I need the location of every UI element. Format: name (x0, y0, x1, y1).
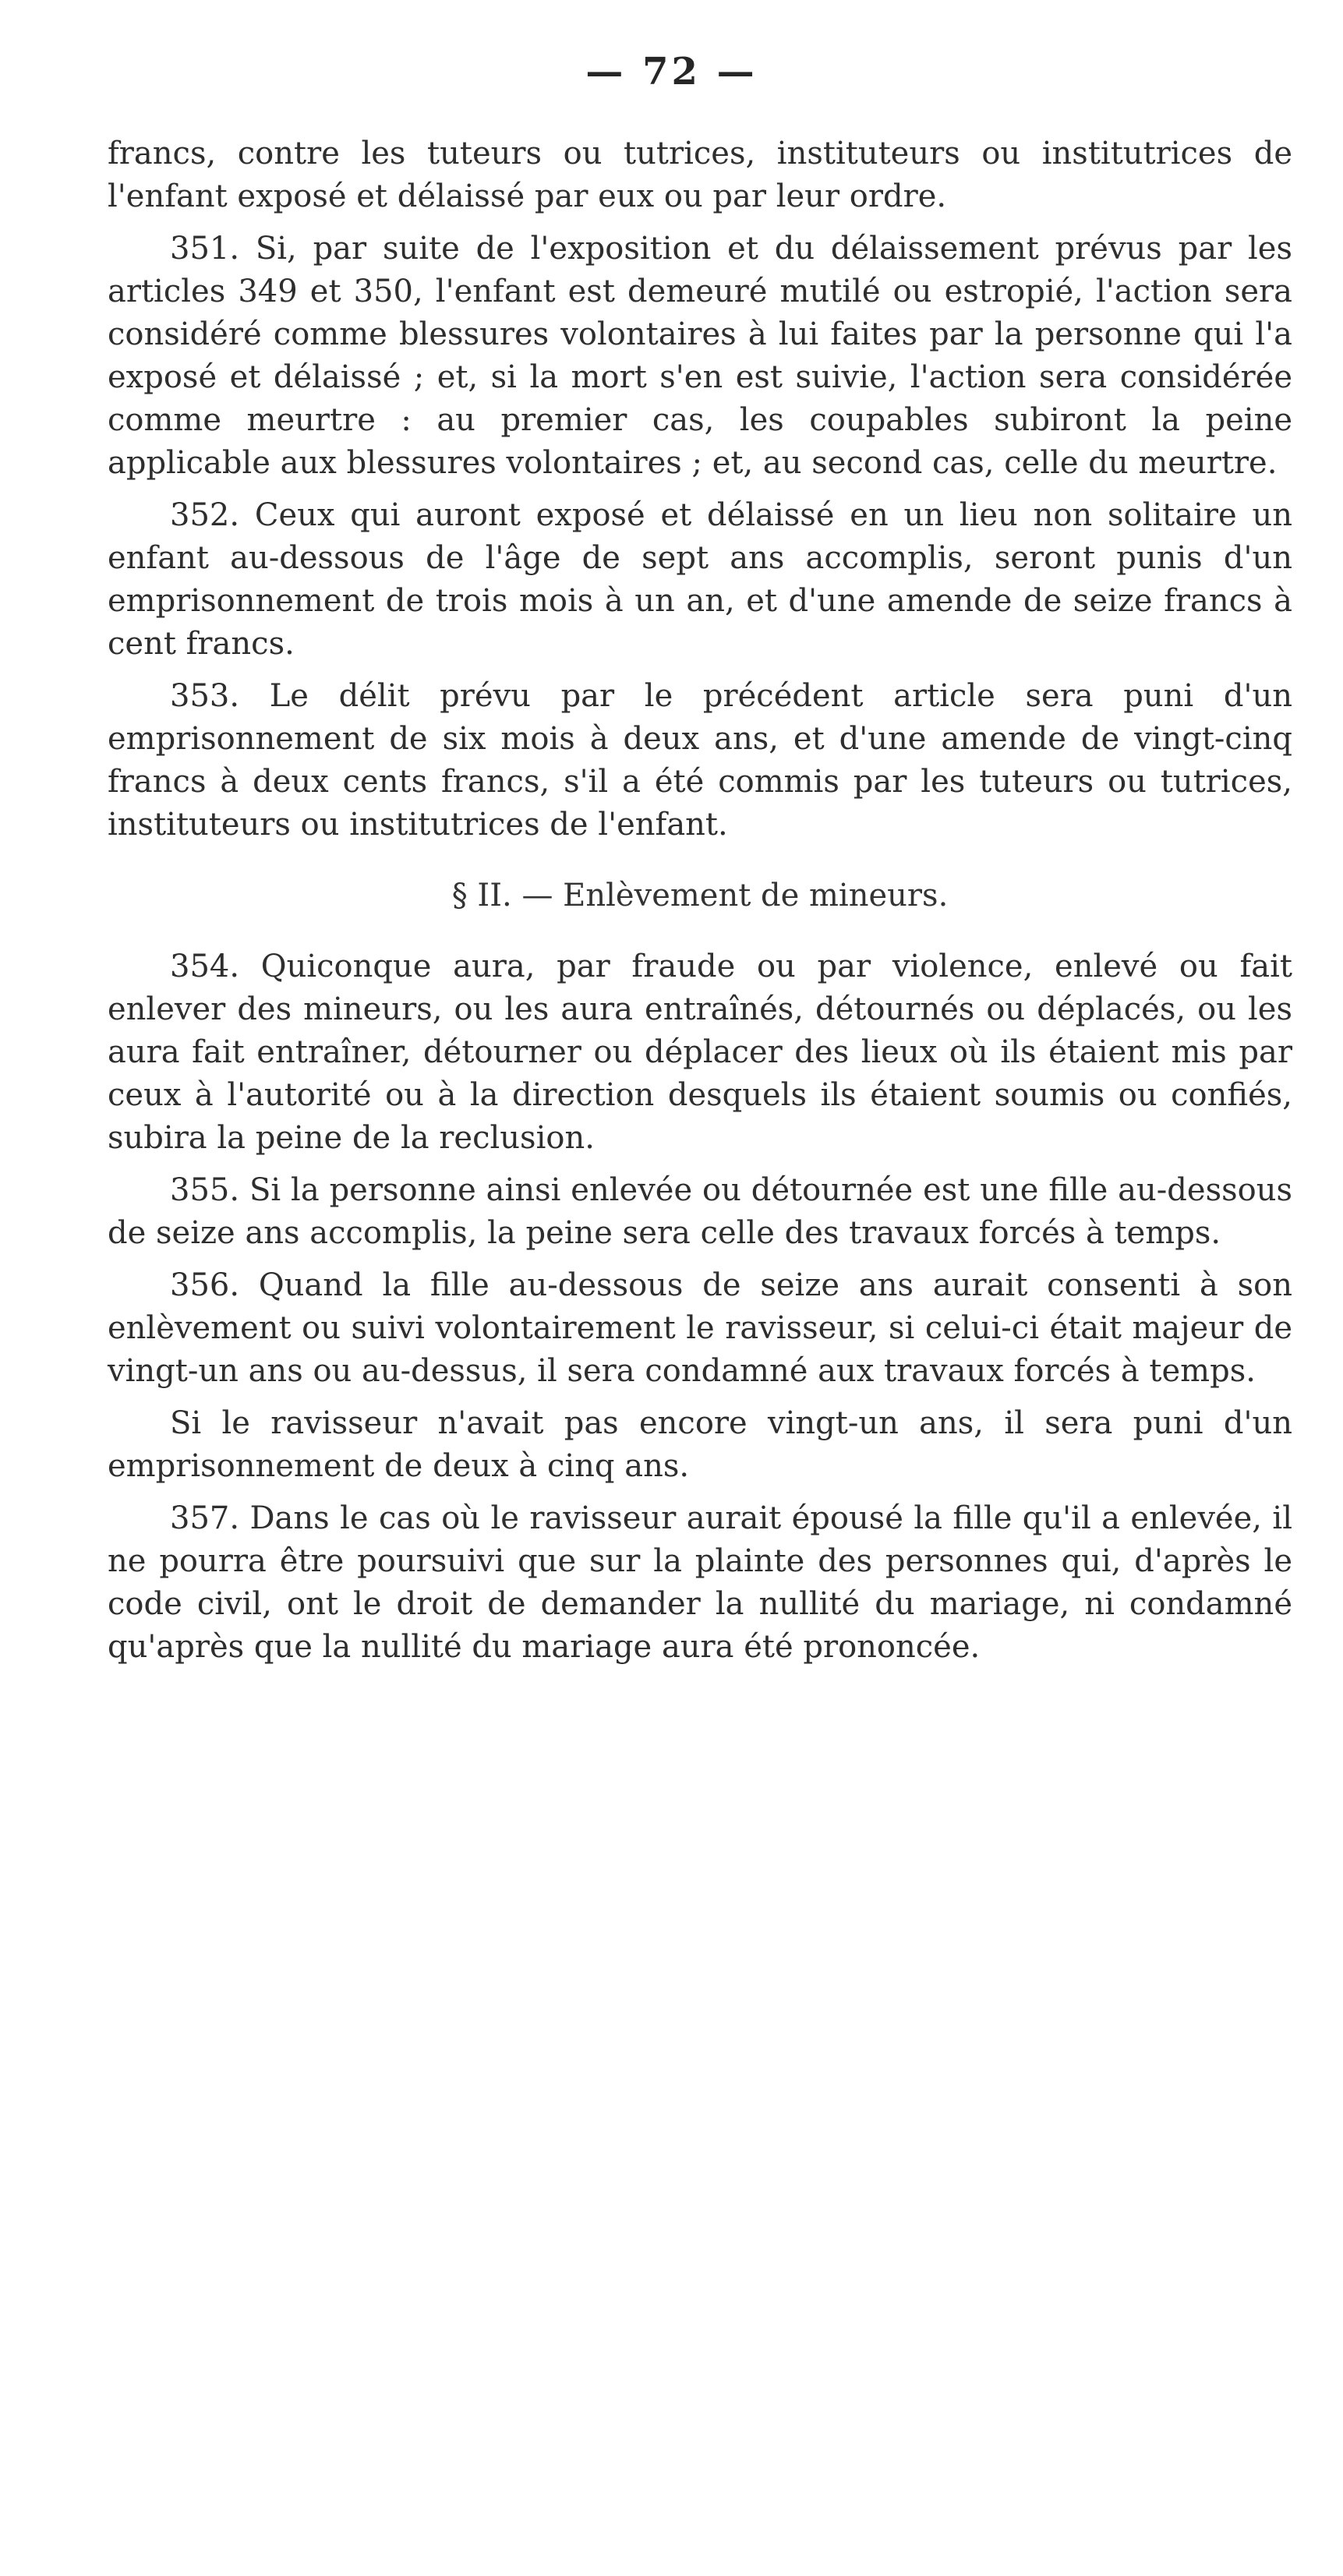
article-355: 355. Si la personne ainsi enlevée ou détournée est une fille au-dessous de seize ans accomplis, la peine sera celle des travaux forcés à temps. (108, 1172, 1292, 1251)
section-heading: § II. — Enlèvement de mineurs. (451, 878, 949, 913)
page-number: — 72 — (585, 50, 758, 94)
article-354: 354. Quiconque aura, par fraude ou par violence, enlevé ou fait enlever des mineurs, ou les aura entraînés, détournés ou déplacés, ou les aura fait entraîner, détourner ou déplacer des lieux où ils étaient mis par ceux à l'autorité ou à la direction desquels ils étaient soumis ou confiés, subira la peine de la reclusion. (108, 949, 1292, 1156)
article-351: 351. Si, par suite de l'exposition et du délaissement prévus par les articles 349 et 350, l'enfant est demeuré mutilé ou estropié, l'action sera considéré comme blessures volontaires à lui faites par la personne qui l'a exposé et délaissé ; et, si la mort s'en est suivie, l'action sera considérée comme meurtre : au premier cas, les coupables subiront la peine applicable aux blessures volontaires ; et, au second cas, celle du meurtre. (108, 231, 1292, 481)
article-352: 352. Ceux qui auront exposé et délaissé en un lieu non solitaire un enfant au-dessous de l'âge de sept ans accomplis, seront punis d'un emprisonnement de trois mois à un an, et d'une amende de seize francs à cent francs. (108, 497, 1292, 662)
article-356: 356. Quand la fille au-dessous de seize ans aurait consenti à son enlèvement ou suivi volontairement le ravisseur, si celui-ci était majeur de vingt-un ans ou au-dessus, il sera condamné aux travaux forcés à temps. (108, 1267, 1292, 1389)
article-357: 357. Dans le cas où le ravisseur aurait épousé la fille qu'il a enlevée, il ne pourra être poursuivi que sur la plainte des personnes qui, d'après le code civil, ont le droit de demander la nullité du mariage, ni condamné qu'après que la nullité du mariage aura été prononcée. (108, 1500, 1292, 1665)
article-353: 353. Le délit prévu par le précédent article sera puni d'un emprisonnement de six mois à deux ans, et d'une amende de vingt-cinq francs à deux cents francs, s'il a été commis par les tuteurs ou tutrices, instituteurs ou institutrices de l'enfant. (108, 678, 1292, 843)
text-body (108, 133, 1292, 1669)
paragraph-continuation: francs, contre les tuteurs ou tutrices, instituteurs ou institutrices de l'enfant exposé et délaissé par eux ou par leur ordre. (108, 136, 1292, 214)
article-356-paragraph-2: Si le ravisseur n'avait pas encore vingt-un ans, il sera puni d'un emprisonnement de deux à cinq ans. (108, 1405, 1292, 1484)
